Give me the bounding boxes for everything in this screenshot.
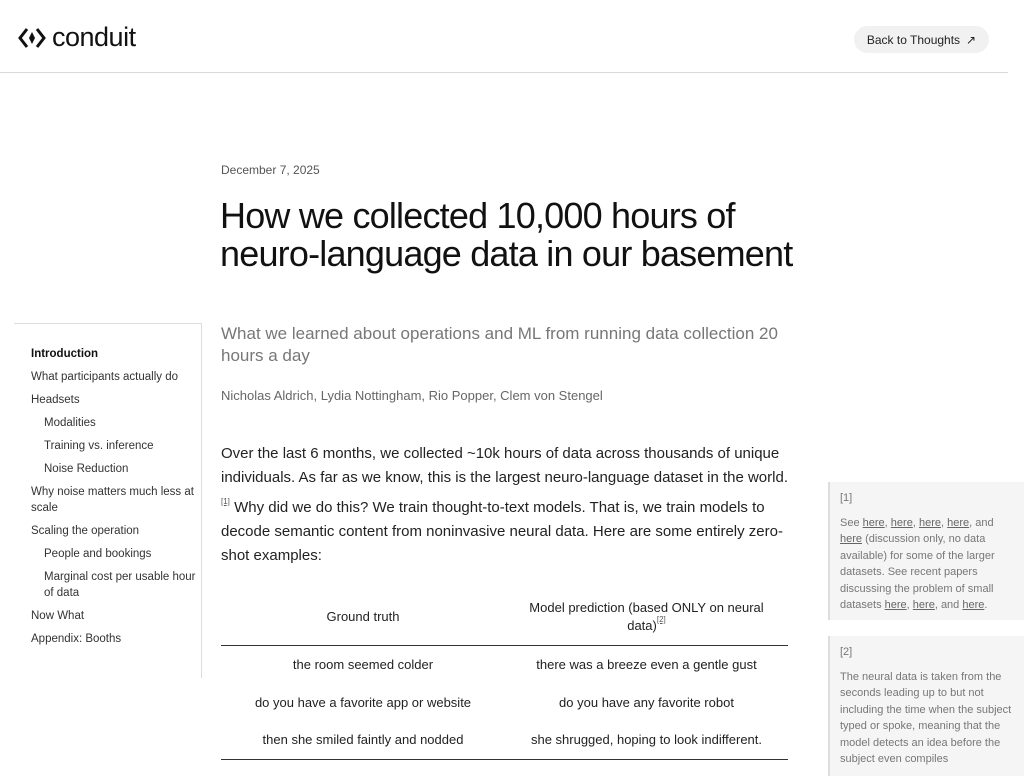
footnote-number: [1] [840, 492, 853, 504]
footnote-2 [828, 636, 1024, 776]
footnote-link[interactable]: here [947, 516, 970, 529]
conduit-logo-icon [18, 24, 46, 52]
arrow-up-right-icon: ↗ [966, 32, 977, 47]
column-header: Ground truth [221, 588, 505, 645]
footnote-ref-1[interactable]: [1] [221, 497, 230, 506]
toc-item[interactable]: Now What [31, 610, 85, 622]
cell: she shrugged, hoping to look indifferent. [505, 721, 788, 759]
toc-item[interactable]: Why noise matters much less at scale [31, 486, 194, 514]
logo-text: conduit [52, 22, 136, 52]
back-to-thoughts-button[interactable] [854, 26, 989, 53]
toc-item[interactable]: People and bookings [44, 548, 152, 560]
footnote-link[interactable]: here [918, 516, 941, 529]
authors: Nicholas Aldrich, Lydia Nottingham, Rio Popper, Clem von Stengel [221, 388, 603, 403]
examples-table [221, 588, 788, 760]
cell: do you have any favorite robot [559, 694, 734, 710]
logo[interactable] [18, 22, 136, 53]
toc-item[interactable]: Modalities [44, 417, 96, 429]
toc-item[interactable]: Marginal cost per usable hour of data [44, 571, 196, 599]
toc-item[interactable]: Introduction [31, 348, 99, 360]
toc-item[interactable]: Scaling the operation [31, 525, 140, 537]
para-text: Over the last 6 months, we collected ~10k hours of data across thousands of unique individuals. As far as we know, this is the largest neuro-language dataset in the world. [221, 445, 788, 486]
footnote-link[interactable]: here [840, 533, 863, 545]
toc-item[interactable]: Appendix: Booths [31, 633, 122, 645]
table-row [221, 683, 788, 721]
intro-paragraph [221, 442, 791, 568]
para-text: Why did we do this? We train thought-to-text models. That is, we train models to decode semantic content from noninvasive neural data. Here are some entirely zero-shot examples: [221, 499, 783, 564]
cell: then she smiled faintly and nodded [221, 721, 505, 759]
back-label: Back to Thoughts [866, 32, 961, 47]
cell: do you have a favorite app or website [254, 694, 472, 710]
table-row [221, 645, 788, 683]
column-header [505, 588, 788, 645]
footnote-number: [2] [840, 646, 853, 658]
footnote-link[interactable]: here [884, 599, 907, 611]
toc-item[interactable]: What participants actually do [31, 371, 179, 383]
footnote-link[interactable]: here [912, 599, 935, 611]
toc-item[interactable]: Noise Reduction [44, 463, 129, 475]
page-title: How we collected 10,000 hours of neuro-language data in our basement [220, 195, 793, 274]
cell: there was a breeze even a gentle gust [536, 656, 757, 672]
site-header [0, 0, 1008, 73]
cell: the room seemed colder [292, 656, 434, 672]
footnote-ref-2[interactable]: [2] [656, 614, 666, 624]
footnote-link[interactable]: here [962, 599, 985, 611]
footnote-text: See here, here, here, here, and here (discussion only, no data available) for some of the larger datasets. See recent papers discussing the problem of small datasets here, here, and here. [840, 516, 995, 611]
subtitle: What we learned about operations and ML from running data collection 20 hours a day [221, 324, 778, 365]
header-text: Model prediction (based ONLY on neural data) [529, 599, 764, 633]
toc-item[interactable]: Training vs. inference [44, 440, 154, 452]
footnote-link[interactable]: here [890, 516, 913, 529]
footnote-text: The neural data is taken from the seconds leading up to but not including the time when the subject typed or spoke, meaning that the model detects an idea before the subject even compiles [840, 670, 1012, 765]
footnote-1 [828, 482, 1024, 620]
table-row [221, 721, 788, 759]
post-date: December 7, 2025 [221, 163, 320, 177]
footnote-link[interactable]: here [862, 516, 885, 529]
table-of-contents [14, 323, 202, 678]
toc-item[interactable]: Headsets [31, 394, 80, 406]
